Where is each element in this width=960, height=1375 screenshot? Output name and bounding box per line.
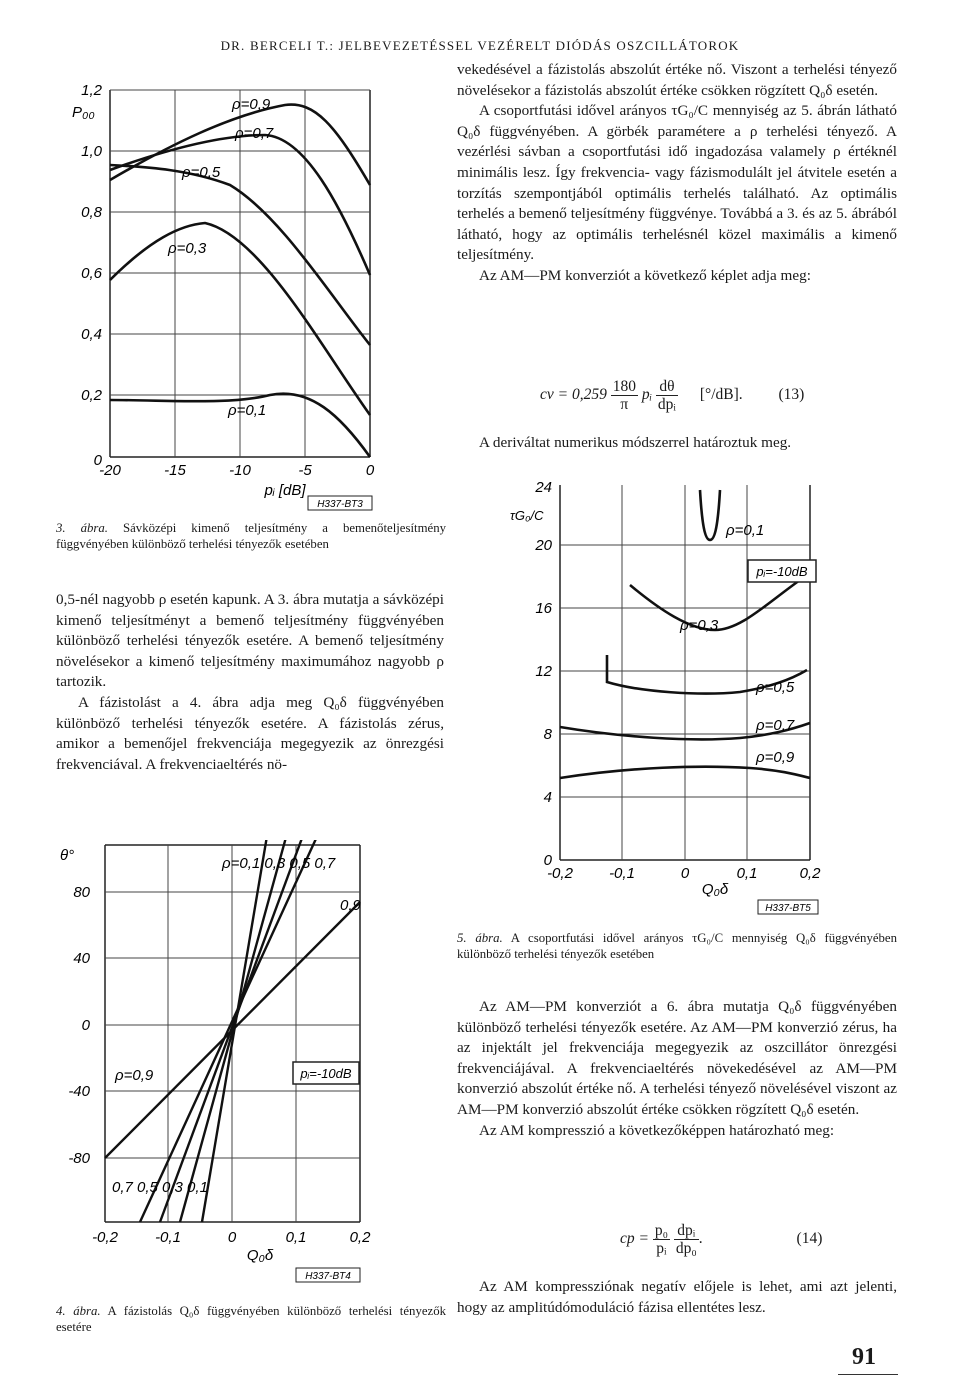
y-tick: 24: [535, 480, 552, 496]
x-tick: 0,1: [285, 1229, 307, 1246]
x-axis-label: Q₀δ: [701, 881, 729, 898]
x-tick: -0,2: [92, 1229, 118, 1246]
x-tick: -10: [229, 462, 251, 479]
x-tick: 0,1: [736, 865, 758, 882]
x-tick: 0: [227, 1229, 237, 1246]
paragraph: Az AM kompresszió a következőképpen határozható meg:: [479, 1121, 835, 1139]
x-tick: -0,1: [609, 865, 635, 882]
curve-label: ρ=0,9: [756, 749, 795, 766]
y-tick: -80: [68, 1150, 90, 1167]
fraction: [656, 378, 678, 413]
x-tick: -20: [99, 462, 121, 479]
x-tick: 0: [680, 865, 690, 882]
y-tick: 8: [543, 726, 552, 743]
y-tick: 1,2: [81, 82, 102, 99]
figure-tag: H337-BT5: [765, 903, 811, 914]
y-tick: 0,6: [81, 265, 102, 282]
curve-label: ρ=0,1: [228, 402, 267, 419]
equation-number: (14): [796, 1230, 823, 1248]
curve-label: ρ=0,3: [680, 617, 719, 634]
y-axis-label: P₀₀: [72, 104, 95, 121]
y-tick: 12: [535, 663, 552, 680]
figure-5-chart: [500, 480, 840, 920]
curve-label: ρ=0,5: [756, 679, 795, 696]
curve-label: ρ=0,9: [115, 1067, 154, 1084]
caption-number: 5. ábra.: [457, 931, 503, 945]
figure-tag: H337-BT4: [305, 1271, 351, 1282]
denominator: dp₀: [675, 1240, 697, 1257]
paragraph: A csoportfutási idővel arányos τG₀/C mennyiség az 5. ábrán látható Q₀δ függvényében. A görbék paramétere a ρ terhelési tényező. A vezérlési sávban a csoportfutási idő ingadozása valamely ρ értéknél minimális lesz. Így frekvencia- vagy fázismodulált jel átvitele esetén a torzítás szempontjából optimális terhelés található. Az optimális terhelés a bemenő teljesítmény függvénye. Továbbá a 3. és az 5. ábrából látható, hogy az optimális terhelésnél közel maximális a kimenő teljesítmény.: [457, 102, 897, 264]
y-tick: -40: [68, 1083, 90, 1100]
denominator: pᵢ: [656, 1240, 667, 1257]
fraction: [674, 1222, 699, 1257]
x-tick: -0,1: [155, 1229, 181, 1246]
numerator: 180: [612, 378, 636, 395]
y-axis-label: τG₀/C: [510, 508, 544, 523]
caption-number: 3. ábra.: [56, 521, 108, 535]
y-tick: 20: [535, 537, 552, 554]
pi-label: pᵢ=-10dB: [756, 564, 808, 579]
denominator: dpᵢ: [657, 396, 676, 413]
caption-number: 4. ábra.: [56, 1304, 101, 1318]
x-axis-label: Q₀δ: [246, 1247, 274, 1264]
figure-4-caption: [56, 1303, 446, 1335]
curve-labels-top: ρ=0,1 0,3 0,5 0,7: [222, 855, 336, 872]
figure-3-caption: [56, 520, 446, 552]
x-axis-label: pᵢ [dB]: [264, 482, 306, 499]
y-tick: 0: [81, 1017, 90, 1034]
curve-label: 0,9: [340, 897, 361, 914]
equation-number: (13): [778, 386, 805, 404]
denominator: π: [620, 396, 629, 413]
right-column-bottom: [457, 997, 897, 1141]
curve-label: ρ=0,3: [168, 240, 207, 257]
numerator: dpᵢ: [674, 1222, 699, 1240]
x-tick: -0,2: [547, 865, 573, 882]
formula-unit: [°/dB].: [699, 386, 743, 404]
x-tick: 0: [365, 462, 375, 479]
formula-lhs: cv = 0,259: [540, 386, 607, 404]
y-tick: 0,8: [81, 204, 102, 221]
y-tick: 40: [73, 950, 90, 967]
y-tick: 0: [93, 452, 102, 469]
y-axis-label: θ°: [60, 847, 75, 864]
x-tick: 0,2: [349, 1229, 371, 1246]
fraction: [611, 378, 638, 413]
figure-3-chart: [70, 75, 450, 515]
x-tick: -5: [298, 462, 312, 479]
x-tick: -15: [164, 462, 186, 479]
caption-text: A csoportfutási idővel arányos τG₀/C mennyiség Q₀δ függvényében különböző terhelési tényezők esetében: [457, 931, 897, 961]
figure-tag: H337-BT3: [317, 499, 363, 510]
formula-lhs: cp =: [620, 1230, 649, 1248]
formula-13: [540, 378, 804, 413]
right-column-final: [457, 1277, 897, 1318]
page-number: 91: [852, 1344, 876, 1370]
curve-label: ρ=0,1: [726, 522, 765, 539]
paragraph: 0,5-nél nagyobb ρ esetén kapunk. A 3. ábra mutatja a sávközépi kimenő teljesítményt a bemenő teljesítmény függvényében különböző terhelési tényezők esetére. A bemenő teljesítmény növelésekor a kimenő teljesítmény maximumához nagyobb ρ tartozik.: [56, 591, 444, 691]
numerator: p₀: [654, 1222, 668, 1239]
y-tick: 0,4: [81, 326, 102, 343]
caption-text: A fázistolás Q₀δ függvényében különböző terhelési tényezők esetére: [56, 1304, 446, 1334]
numerator: dθ: [656, 378, 678, 396]
caption-text: Sávközépi kimenő teljesítmény a bemenőteljesítmény függvényében különböző terhelési tényezők esetében: [56, 521, 446, 551]
pi-label: pᵢ=-10dB: [300, 1066, 352, 1081]
paragraph: Az AM—PM konverziót a 6. ábra mutatja Q₀δ függvényében különböző terhelési tényezők esetére. Az AM—PM konverzió zérus, ha az injektált jel frekvenciája megegyezik az oszcillátor önrezgési frekvenciájával. A frekvenciaeltérés növekedésével az AM—PM konverzió abszolút értéke nő. A terhelési tényező növelésével viszont az AM—PM konverzió abszolút értéke csökken rögzített Q₀δ esetén.: [457, 998, 897, 1118]
paragraph: Az AM—PM konverziót a következő képlet adja meg:: [479, 266, 811, 284]
y-tick: 0: [543, 852, 552, 869]
right-column-top: [457, 60, 897, 287]
y-tick: 80: [73, 884, 90, 901]
fraction: [653, 1222, 670, 1257]
paragraph: A deriváltat numerikus módszerrel határoztuk meg.: [479, 434, 792, 451]
left-column-text: [56, 590, 444, 775]
paragraph: vekedésével a fázistolás abszolút értéke nő. Viszont a terhelési tényező növelésekor a fázistolás abszolút értéke csökken rögzített Q₀δ esetén.: [457, 61, 897, 99]
curve-label: ρ=0,9: [232, 96, 271, 113]
y-tick: 1,0: [81, 143, 102, 160]
curve-label: ρ=0,5: [182, 164, 221, 181]
curve-labels-bottom: 0,7 0,5 0,3 0,1: [112, 1179, 208, 1196]
formula-term: pᵢ: [641, 386, 653, 404]
curve-label: ρ=0,7: [756, 717, 795, 734]
y-tick: 16: [535, 600, 552, 617]
figure-5-caption: [457, 930, 897, 962]
y-tick: 4: [543, 789, 552, 806]
figure-4-chart: [50, 840, 430, 1300]
curve-label: ρ=0,7: [235, 125, 274, 142]
formula-14: cp = $\frac{\text{p₀}}{\text{pᵢ}}$ $\frac{\text{dpᵢ}}{\text{dp₀}}$ . (14): [620, 1222, 823, 1257]
paragraph: Az AM kompressziónak negatív előjele is lehet, ami azt jelenti, hogy az amplitúdómoduláció fázisa ellentétes lesz.: [457, 1278, 897, 1316]
running-header: DR. BERCELI T.: JELBEVEZETÉSSEL VEZÉRELT DIÓDÁS OSZCILLÁTOROK: [220, 38, 740, 53]
y-tick: 0,2: [81, 387, 102, 404]
paragraph: A fázistolást a 4. ábra adja meg Q₀δ függvényében különböző terhelési tényezők esetére. A fázistolás zérus, amikor a bemenőjel frekvenciája megegyezik az önrezgési frekvenciával. A frekvenciaeltérés nö-: [56, 693, 444, 773]
right-column-derivative: [457, 433, 897, 454]
x-tick: 0,2: [799, 865, 821, 882]
